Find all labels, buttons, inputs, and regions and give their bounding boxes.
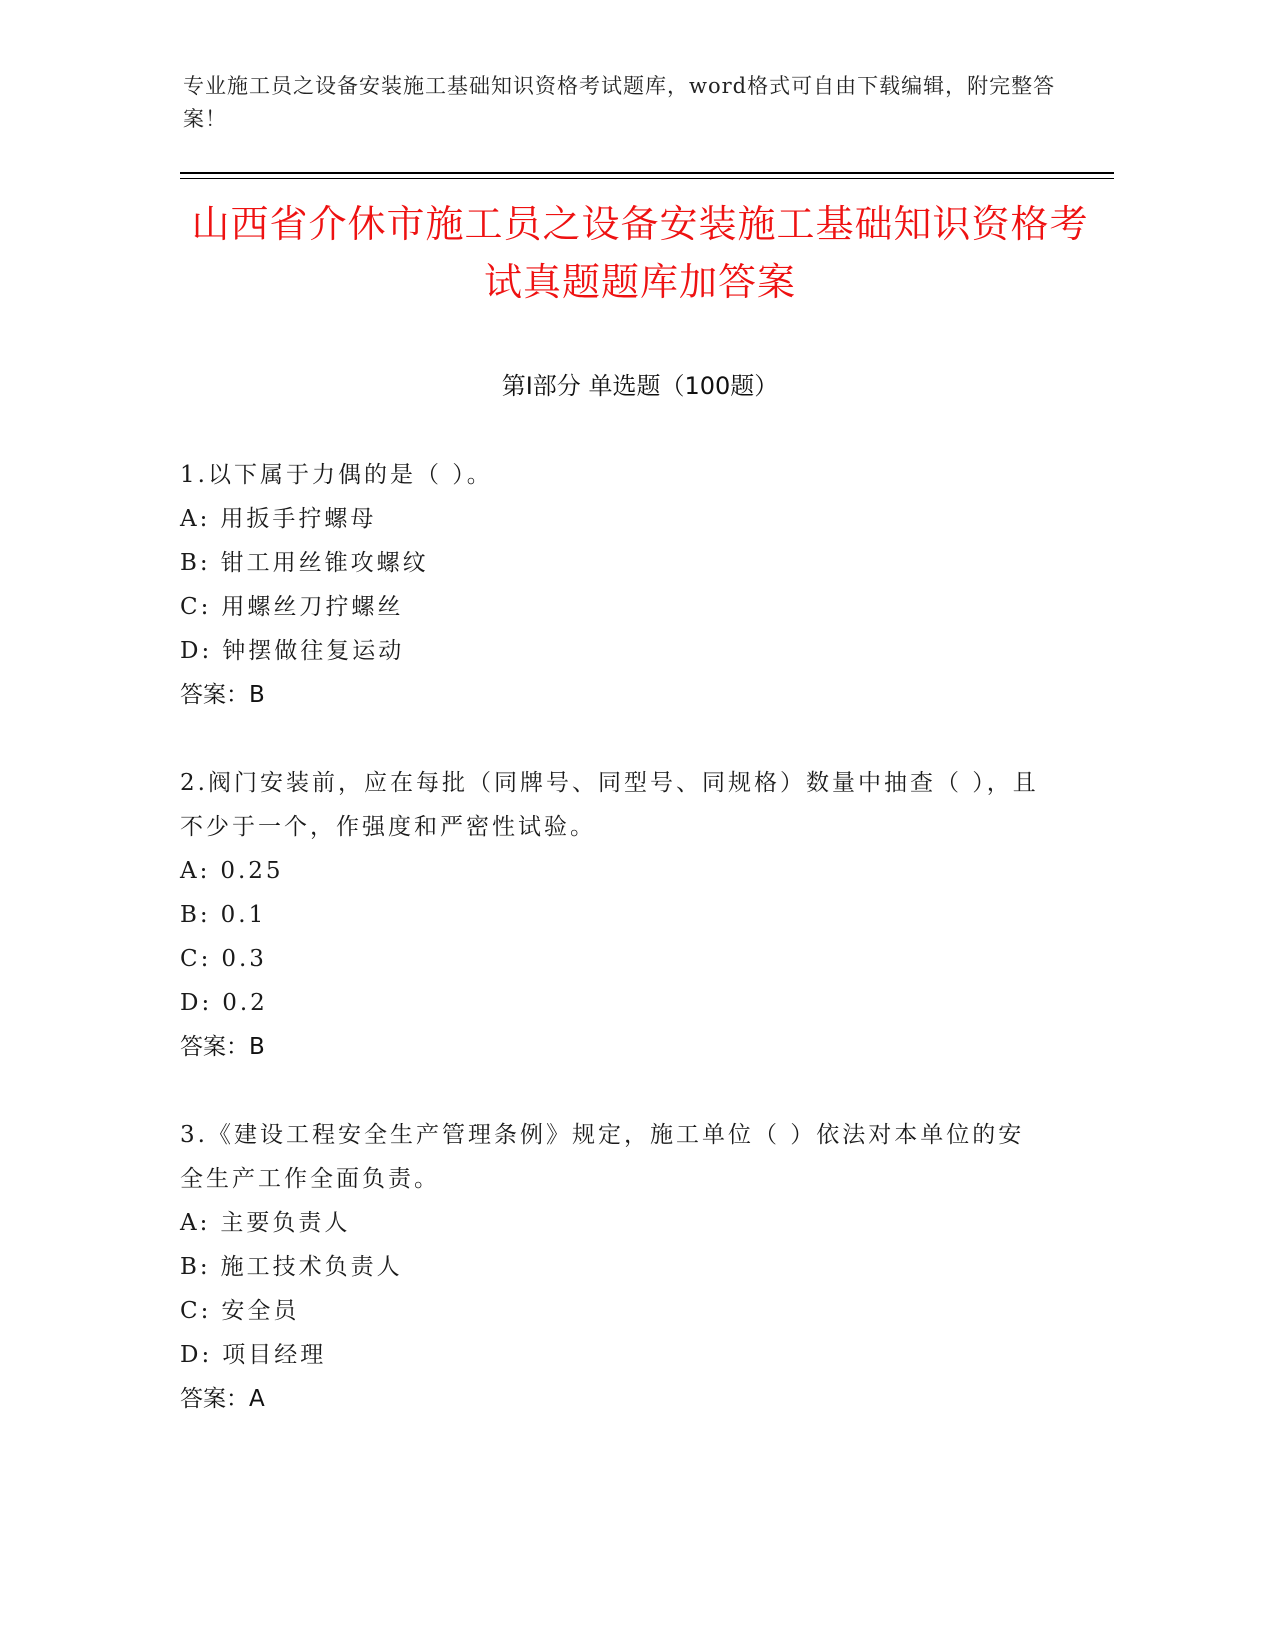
option-text: 主要负责人 (220, 1210, 351, 1236)
option-text: 项目经理 (222, 1342, 327, 1368)
option-a (180, 849, 1050, 893)
option-letter: A: (180, 858, 211, 884)
option-text: 安全员 (221, 1298, 300, 1324)
answer-line: 答案：B (180, 1034, 265, 1060)
option-b (180, 541, 1050, 585)
option-text: 用螺丝刀拧螺丝 (221, 594, 404, 620)
option-b (180, 1245, 1050, 1289)
question-stem: 2.阀门安装前，应在每批（同牌号、同型号、同规格）数量中抽查（ ），且不少于一个，作强度和严密性试验。 (180, 770, 1039, 840)
header-note: 专业施工员之设备安装施工基础知识资格考试题库，word格式可自由下载编辑，附完整答案！ (183, 74, 1056, 131)
option-text: 施工技术负责人 (220, 1254, 403, 1280)
option-letter: C: (180, 594, 212, 620)
option-letter: B: (180, 902, 211, 928)
option-letter: D: (180, 1342, 213, 1368)
option-text: 0.3 (221, 946, 267, 972)
option-letter: A: (180, 506, 211, 532)
option-letter: C: (180, 1298, 212, 1324)
option-letter: D: (180, 638, 213, 664)
option-c (180, 585, 1050, 629)
option-d (180, 1333, 1050, 1377)
option-c (180, 937, 1050, 981)
question-1 (180, 453, 1050, 717)
option-letter: B: (180, 550, 211, 576)
answer-line: 答案：B (180, 682, 265, 708)
option-text: 用扳手拧螺母 (220, 506, 377, 532)
option-letter: D: (180, 990, 213, 1016)
question-3 (180, 1113, 1050, 1421)
header-rule-thin (180, 178, 1114, 179)
answer-line: 答案：A (180, 1386, 265, 1412)
option-text: 0.25 (220, 858, 284, 884)
option-letter: C: (180, 946, 212, 972)
option-c (180, 1289, 1050, 1333)
option-d (180, 629, 1050, 673)
option-letter: A: (180, 1210, 211, 1236)
question-list (180, 453, 1050, 1465)
option-text: 钳工用丝锥攻螺纹 (220, 550, 429, 576)
question-stem: 3.《建设工程安全生产管理条例》规定，施工单位（ ）依法对本单位的安全生产工作全面负责。 (180, 1122, 1025, 1192)
document-title: 山西省介休市施工员之设备安装施工基础知识资格考试真题题库加答案 (191, 202, 1089, 304)
option-letter: B: (180, 1254, 211, 1280)
option-d (180, 981, 1050, 1025)
header-rule-thick (180, 172, 1114, 174)
question-2 (180, 761, 1050, 1069)
option-text: 钟摆做往复运动 (222, 638, 405, 664)
option-a (180, 1201, 1050, 1245)
option-text: 0.2 (222, 990, 268, 1016)
option-text: 0.1 (220, 902, 267, 928)
question-stem: 1.以下属于力偶的是（ ）。 (180, 462, 493, 488)
section-title: 第I部分 单选题（100题） (501, 372, 779, 400)
option-b (180, 893, 1050, 937)
option-a (180, 497, 1050, 541)
